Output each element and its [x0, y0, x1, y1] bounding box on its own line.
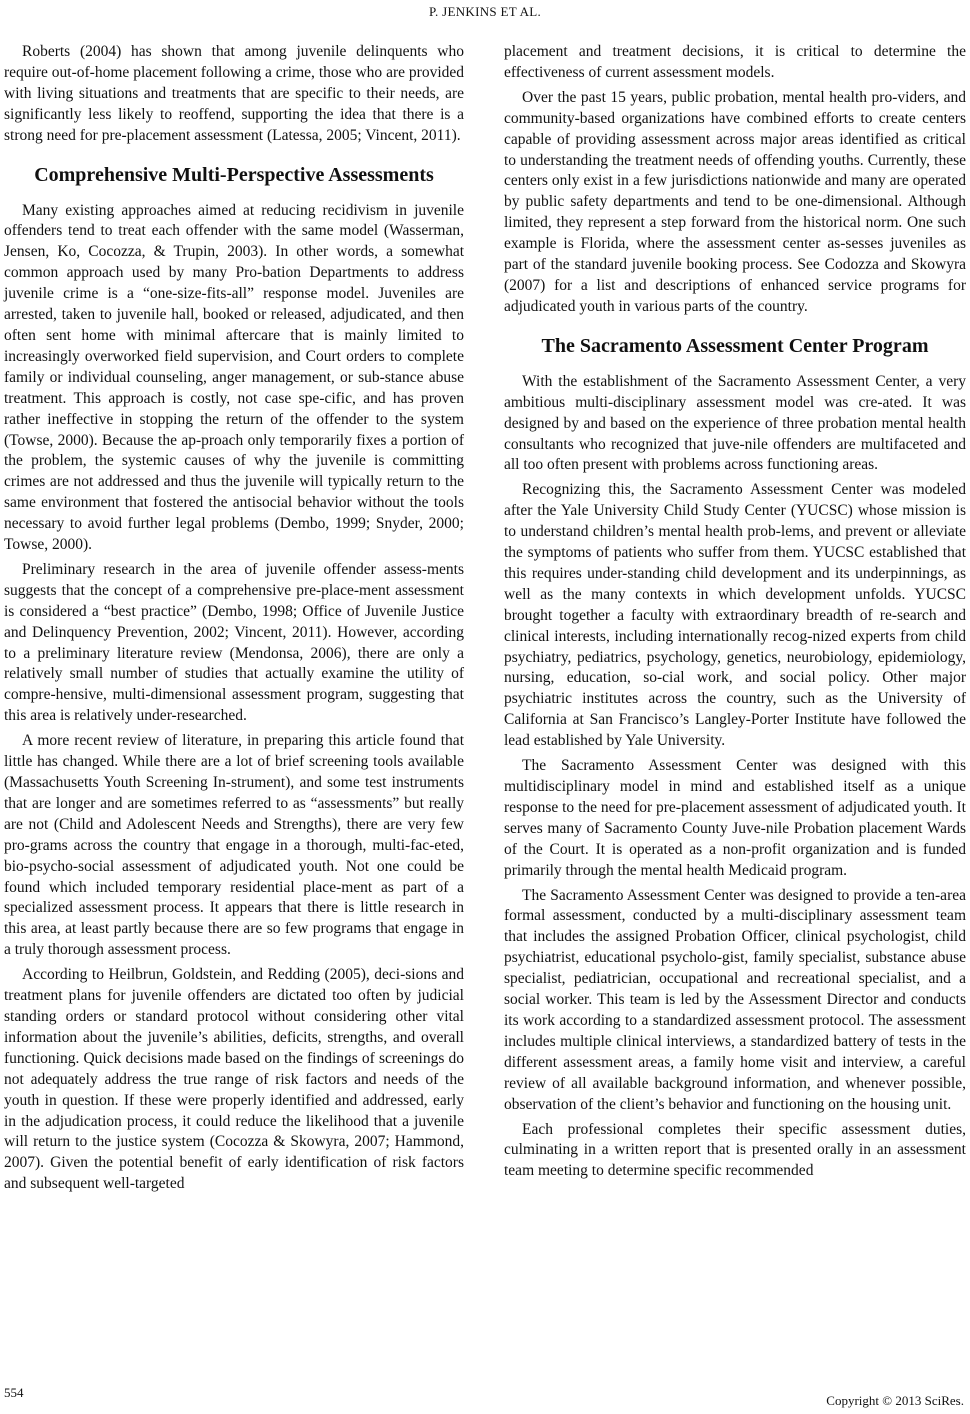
- section-heading: Comprehensive Multi-Perspective Assessments: [34, 163, 434, 186]
- page-number: 554: [4, 1385, 24, 1400]
- paragraph: The Sacramento Assessment Center was designed with this multidisciplinary model in mind and established itself as a unique response to the need for pre-placement assessment of adjudicated youth. It serves many of Sacramento County Juve-nile Probation placement Wards of the Court. It is operated as a non-profit organization and is funded primarily through the mental health Medicaid program.: [504, 757, 966, 879]
- paragraph: Roberts (2004) has shown that among juvenile delinquents who require out-of-home placement following a crime, those who are provided with living situations and treatments that are specific to their needs, are significantly less likely to reoffend, supporting the idea that there is a strong need for pre-placement assessment (Latessa, 2005; Vincent, 2011).: [4, 43, 464, 144]
- right-column: [504, 42, 966, 1182]
- paragraph: With the establishment of the Sacramento Assessment Center, a very ambitious multi-disciplinary assessment model was cre-ated. It was designed by and based on the experience of three probation mental health consultants who recognized that juve-nile offenders are multifaceted and all too often present with problems across functioning areas.: [504, 372, 966, 474]
- paragraph: placement and treatment decisions, it is critical to determine the effectiveness of current assessment models.: [504, 43, 966, 81]
- paragraph: According to Heilbrun, Goldstein, and Redding (2005), deci-sions and treatment plans for juvenile offenders are dictated too often by judicial standing orders or standard protocol without considering other vital information about the juvenile’s abilities, deficits, strengths, and overall functioning. Quick decisions made based on the findings of screenings do not adequately address the true range of risk factors and needs of the youth in question. If these were properly identified and addressed, early in the adjudication process, it could reduce the likelihood that a juvenile will return to the justice system (Cocozza & Skowyra, 2007; Hammond, 2007). Given the potential benefit of early identification of risk factors and subsequent well-targeted: [4, 966, 464, 1193]
- running-head: P. JENKINS ET AL.: [428, 4, 542, 19]
- paragraph: Many existing approaches aimed at reducing recidivism in juvenile offenders tend to treat each offender with the same model (Wasserman, Jensen, Ko, Cocozza, & Trupin, 2003). In other words, a somewhat common approach used by many Pro-bation Departments to address juvenile crime is a “one-size-fits-all” response model. Juveniles are arrested, taken to juvenile hall, booked or released, adjudicated, and then often sent home with minimal aftercare that is mainly limited to increasingly overworked field supervision, and Court orders to complete family or individual counseling, anger management, or sub-stance abuse treatment. This approach is costly, not case spe-cific, and has proven rather ineffective in stopping the return of the offender to the system (Towse, 2000). Because the ap-proach only temporarily fixes a portion of the problem, the systemic causes of why the juvenile is committing crimes are not addressed and thus the juvenile will typically return to the same environment that fostered the antisocial behavior without the tools necessary to avoid further legal problems (Dembo, 1999; Snyder, 2000; Towse, 2000).: [4, 201, 464, 554]
- paragraph: Each professional completes their specific assessment duties, culminating in a written report that is presented orally in an assessment team meeting to determine specific recommended: [504, 1120, 966, 1180]
- paragraph: Recognizing this, the Sacramento Assessment Center was modeled after the Yale University Child Study Center (YUCSC) whose mission is to understand children’s mental health prob-lems, and prevent or alleviate the symptoms of patients who suffer from them. YUCSC established that this requires under-standing child development and its underpinnings, as well as the many contexts in which development unfolds. YUCSC brought together a faculty with extraordinary breadth of re-search and clinical interests, including internationally recog-nized experts from child psychiatry, pediatrics, psychology, genetics, neurobiology, epidemiology, nursing, education, so-cial work, and social policy. Other major psychiatric institutes across the country, such as the University of California at San Francisco’s Langley-Porter Institute have followed the lead established by Yale University.: [504, 481, 966, 750]
- paragraph: A more recent review of literature, in preparing this article found that little has changed. While there are a lot of brief screening tools available (Massachusetts Youth Screening In-strument), and some test instruments that are longer and are sometimes referred to as “assessments” but really are not (Child and Adolescent Needs and Strengths), there are very few pro-grams across the country that engage in a thorough, multi-fac-eted, bio-psycho-social assessment of adjudicated youth. Not one could be found which included temporary residential place-ment as part of a specialized assessment process. It appears that there is little research in this area, at least partly because there are so few programs that engage in a truly thorough assessment process.: [4, 732, 464, 959]
- paragraph: The Sacramento Assessment Center was designed to provide a ten-area formal assessment, conducted by a multi-disciplinary assessment team that includes the assigned Probation Officer, clinical psychologist, child psychiatrist, educational psycholo-gist, family specialist, substance abuse specialist, pediatrician, occupational and recreational specialist, and a social worker. This team is led by the Assessment Director and conducts its work according to a standardized assessment protocol. The assessment includes multiple clinical interviews, a standardized battery of tests in the different assessment areas, a family home visit and interview, a careful review of all available background information, and whenever possible, observation of the client’s behavior and functioning on the housing unit.: [504, 886, 966, 1113]
- paragraph: Preliminary research in the area of juvenile offender assess-ments suggests that the concept of a comprehensive pre-place-ment assessment is considered a “best practice” (Dembo, 1998; Office of Juvenile Justice and Delinquency Prevention, 2002; Vincent, 2011). However, according to a preliminary literature review (Mendonsa, 2006), there are only a relatively small number of studies that actually examine the utility of compre-hensive, multi-dimensional assessment program, suggesting that this area is relatively under-researched.: [4, 560, 464, 725]
- left-column: [4, 42, 464, 1195]
- copyright-notice: Copyright © 2013 SciRes.: [826, 1393, 964, 1408]
- section-heading: The Sacramento Assessment Center Program: [541, 334, 929, 357]
- paragraph: Over the past 15 years, public probation, mental health pro-viders, and community-based organizations have combined efforts to create centers capable of providing assessment across major areas identified as critical to understanding the treatment needs of offending youths. Currently, these centers only exist in a few jurisdictions nationwide and many are operated by public safety departments and tend to be one-dimensional. Although limited, they represent a step forward from the historical norm. One such example is Florida, where the assessment center as-sesses juveniles as part of the standard juvenile booking process. See Codozza and Skowyra (2007) for a list and descriptions of enhanced service programs for adjudicated youth in various parts of the country.: [504, 88, 966, 315]
